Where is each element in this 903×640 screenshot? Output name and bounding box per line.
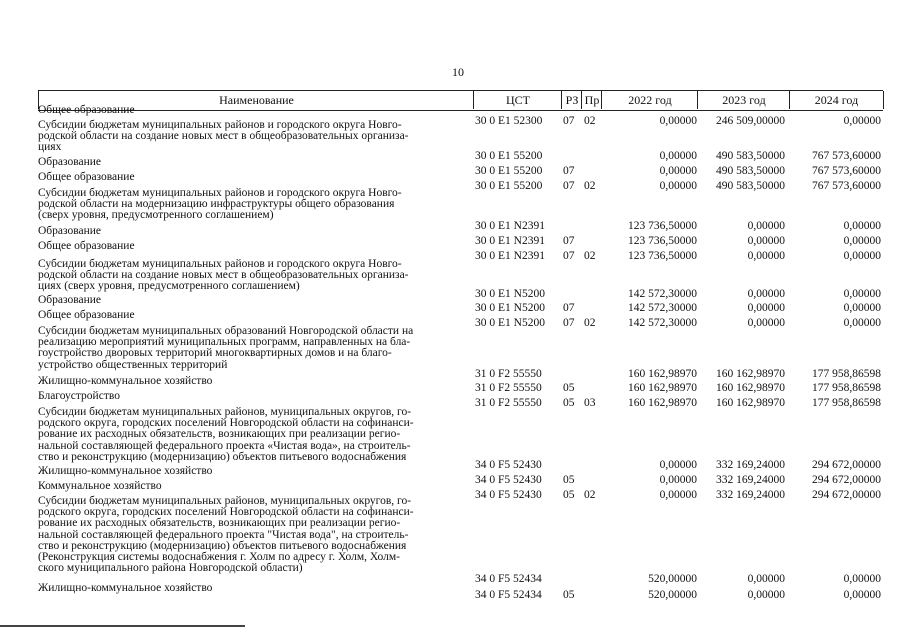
row-value-2024: 0,00000 [843,573,881,585]
row-rz: 05 [563,382,575,394]
row-rz: 07 [563,302,575,314]
row-value-2022: 0,00000 [659,459,697,471]
row-cst: 34 0 F5 52434 [475,589,542,601]
row-pr: 02 [584,115,596,127]
row-name: Общее образование [38,309,135,321]
header-rz: РЗ [561,91,582,109]
header-2022: 2022 год [601,91,698,109]
row-value-2024: 767 573,60000 [812,165,881,177]
row-name: Субсидии бюджетам муниципальных районов, муниципальных округов, го- родского округа, городских поселений Новгородской области на софинанси- рование их расходных обязательств, возникающих при реализации регио- нальной составляющей федерального проекта «Чистая вода», на строитель- ство и реконструкцию (модернизацию) объектов питьевого водоснабжения [38,406,414,463]
row-value-2024: 0,00000 [843,317,881,329]
row-rz: 07 [563,317,575,329]
row-value-2024: 294 672,00000 [812,459,881,471]
row-rz: 07 [563,180,575,192]
row-name: Общее образование [38,240,135,252]
row-value-2024: 177 958,86598 [812,368,881,380]
row-value-2024: 177 958,86598 [812,397,881,409]
row-value-2023: 490 583,50000 [716,165,785,177]
row-cst: 30 0 E1 N2391 [475,235,545,247]
row-value-2024: 294 672,00000 [812,474,881,486]
row-rz: 05 [563,397,575,409]
row-value-2023: 160 162,98970 [716,382,785,394]
row-value-2022: 142 572,30000 [628,302,697,314]
row-name: Субсидии бюджетам муниципальных районов и городского округа Новго- родской области на создание новых мест в общеобразовательных организа- циях [38,119,409,154]
row-value-2024: 0,00000 [843,235,881,247]
header-pr: Пр [581,91,602,109]
row-cst: 30 0 E1 N5200 [475,302,545,314]
row-pr: 02 [584,250,596,262]
row-value-2024: 177 958,86598 [812,382,881,394]
row-value-2024: 0,00000 [843,115,881,127]
row-name: Общее образование [38,104,135,116]
row-name: Коммунальное хозяйство [38,480,162,492]
row-value-2022: 123 736,50000 [628,220,697,232]
row-name: Субсидии бюджетам муниципальных образований Новгородской области на реализацию мероприятий муниципальных программ, направленных на бла- гоустройство дворовых территорий многоквартирных домов и на благо- устройство общественных территорий [38,325,414,371]
row-name: Субсидии бюджетам муниципальных районов и городского округа Новго- родской области на модернизацию инфраструктуры общего образования (сверх уровня, предусмотренного соглашением) [38,187,402,222]
row-cst: 30 0 E1 N2391 [475,250,545,262]
row-value-2023: 0,00000 [747,589,785,601]
row-rz: 05 [563,474,575,486]
row-value-2023: 490 583,50000 [716,180,785,192]
row-value-2024: 767 573,60000 [812,150,881,162]
row-value-2022: 142 572,30000 [628,317,697,329]
row-cst: 30 0 E1 N5200 [475,317,545,329]
row-value-2023: 332 169,24000 [716,459,785,471]
row-cst: 30 0 E1 N5200 [475,288,545,300]
row-name: Общее образование [38,171,135,183]
row-name: Образование [38,156,102,168]
row-rz: 07 [563,165,575,177]
row-cst: 34 0 F5 52430 [475,489,542,501]
header-name: Наименование [38,91,474,109]
row-value-2023: 0,00000 [747,288,785,300]
row-value-2023: 0,00000 [747,302,785,314]
row-value-2022: 160 162,98970 [628,368,697,380]
row-value-2022: 520,00000 [648,573,697,585]
row-value-2024: 0,00000 [843,250,881,262]
row-name: Жилищно-коммунальное хозяйство [38,375,213,387]
row-value-2022: 520,00000 [648,589,697,601]
row-value-2023: 0,00000 [747,220,785,232]
row-cst: 30 0 E1 N2391 [475,220,545,232]
row-cst: 34 0 F5 52430 [475,474,542,486]
row-rz: 07 [563,235,575,247]
row-cst: 34 0 F5 52434 [475,573,542,585]
row-value-2023: 0,00000 [747,573,785,585]
row-name: Благоустройство [38,390,120,402]
row-value-2023: 332 169,24000 [716,474,785,486]
row-name: Жилищно-коммунальное хозяйство [38,465,213,477]
header-2023: 2023 год [697,91,790,109]
footer-rule [0,625,245,627]
row-name: Субсидии бюджетам муниципальных районов и городского округа Новго- родской области на создание новых мест в общеобразовательных организа- циях (сверх уровня, предусмотренного соглашением) [38,258,409,293]
row-value-2023: 332 169,24000 [716,489,785,501]
row-name: Образование [38,225,102,237]
row-cst: 30 0 E1 55200 [475,165,543,177]
row-cst: 31 0 F2 55550 [475,397,542,409]
row-pr: 02 [584,317,596,329]
row-value-2022: 123 736,50000 [628,235,697,247]
row-value-2023: 0,00000 [747,250,785,262]
row-value-2022: 142 572,30000 [628,288,697,300]
row-name: Жилищно-коммунальное хозяйство [38,582,213,594]
page-number: 10 [452,65,464,79]
row-value-2022: 0,00000 [659,115,697,127]
row-rz: 05 [563,489,575,501]
row-value-2022: 160 162,98970 [628,382,697,394]
row-cst: 30 0 E1 52300 [475,115,543,127]
row-cst: 30 0 E1 55200 [475,180,543,192]
row-value-2022: 0,00000 [659,165,697,177]
row-pr: 02 [584,489,596,501]
header-2024: 2024 год [789,91,884,109]
row-value-2023: 490 583,50000 [716,150,785,162]
row-value-2024: 0,00000 [843,589,881,601]
row-name: Субсидии бюджетам муниципальных районов, муниципальных округов, го- родского округа, городских поселений Новгородской области на софинанси- рование их расходных обязательств, возникающих при реализации регио- нальной составляющей федерального проекта "Чистая вода", на строитель- ство и реконструкцию (модернизацию) объектов питьевого водоснабжения (Реконструкция системы водоснабжения г. Холм по адресу г. Холм, Холм- ского муниципального района Новгородской области) [38,495,414,575]
row-value-2022: 0,00000 [659,180,697,192]
row-value-2022: 0,00000 [659,474,697,486]
row-pr: 02 [584,180,596,192]
header-cst: ЦСТ [473,91,562,109]
row-value-2022: 0,00000 [659,489,697,501]
row-value-2023: 160 162,98970 [716,368,785,380]
row-value-2022: 160 162,98970 [628,397,697,409]
row-value-2022: 0,00000 [659,150,697,162]
row-value-2023: 246 509,00000 [716,115,785,127]
row-value-2023: 0,00000 [747,235,785,247]
row-cst: 31 0 F2 55550 [475,368,542,380]
row-value-2023: 160 162,98970 [716,397,785,409]
row-name: Образование [38,294,102,306]
row-rz: 05 [563,589,575,601]
row-rz: 07 [563,250,575,262]
row-rz: 07 [563,115,575,127]
row-value-2022: 123 736,50000 [628,250,697,262]
row-value-2024: 0,00000 [843,288,881,300]
row-value-2024: 0,00000 [843,220,881,232]
row-pr: 03 [584,397,596,409]
row-cst: 34 0 F5 52430 [475,459,542,471]
row-value-2024: 767 573,60000 [812,180,881,192]
row-value-2024: 0,00000 [843,302,881,314]
row-cst: 30 0 E1 55200 [475,150,543,162]
row-value-2023: 0,00000 [747,317,785,329]
row-cst: 31 0 F2 55550 [475,382,542,394]
row-value-2024: 294 672,00000 [812,489,881,501]
